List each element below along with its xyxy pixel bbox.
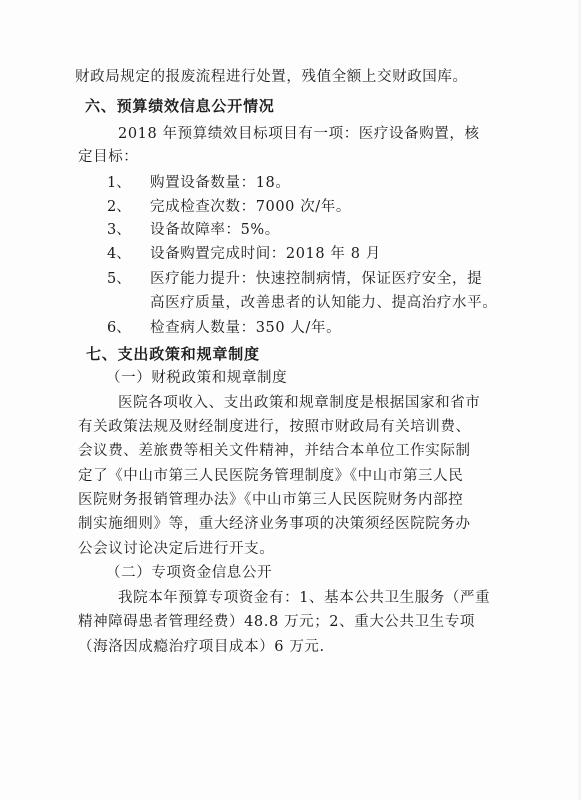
list-item-number: 3、 — [107, 222, 131, 238]
section-heading-6: 六、预算绩效信息公开情况 — [85, 97, 275, 115]
list-item-number: 6、 — [107, 320, 131, 336]
section6-intro-line-2: 定目标： — [78, 149, 139, 165]
paragraph-line: 公会议讨论决定后进行开支。 — [78, 541, 275, 557]
list-item-number: 1、 — [107, 175, 131, 191]
paragraph-line: （海洛因成瘾治疗项目成本）6 万元. — [78, 639, 325, 655]
list-item-number: 2、 — [107, 199, 131, 215]
list-item-text: 完成检查次数：7000 次/年。 — [150, 199, 351, 215]
list-item-text: 检查病人数量：350 人/年。 — [150, 320, 342, 336]
section-heading-7: 七、支出政策和规章制度 — [86, 345, 260, 363]
list-item-text: 设备故障率：5%。 — [150, 222, 280, 238]
paragraph-line: 精神障碍患者管理经费）48.8 万元；2、重大公共卫生专项 — [78, 614, 476, 630]
subsection-title-2: （二）专项资金信息公开 — [106, 565, 273, 581]
list-item-number: 4、 — [107, 246, 131, 262]
subsection-title-1: （一）财税政策和规章制度 — [106, 370, 288, 386]
paragraph-line: 定了《中山市第三人民医院务管理制度》《中山市第三人民 — [78, 468, 464, 484]
list-item-number: 5、 — [107, 271, 131, 287]
list-item-text: 设备购置完成时间：2018 年 8 月 — [150, 246, 381, 262]
paragraph-line: 制实施细则》等，重大经济业务事项的决策须经医院院务办 — [78, 516, 471, 532]
paragraph-line: 有关政策法规及财经制度进行，按照市财政局有关培训费、 — [78, 419, 471, 435]
list-item-text: 购置设备数量：18。 — [150, 175, 291, 191]
paragraph-line: 我院本年预算专项资金有：1、基本公共卫生服务（严重 — [118, 590, 491, 606]
list-item-text-continuation: 高医疗质量，改善患者的认知能力、提高治疗水平。 — [150, 295, 498, 311]
page-edge-shadow — [577, 0, 581, 800]
paragraph-line: 医院各项收入、支出政策和规章制度是根据国家和省市 — [118, 395, 481, 411]
paragraph-line: 财政局规定的报废流程进行处置，残值全额上交财政国库。 — [75, 69, 468, 85]
list-item-text: 医疗能力提升：快速控制病情，保证医疗安全，提 — [150, 271, 483, 287]
paragraph-line: 医院财务报销管理办法》《中山市第三人民医院财务内部控 — [78, 492, 464, 508]
paragraph-line: 会议费、差旅费等相关文件精神，并结合本单位工作实际制 — [78, 443, 471, 459]
section6-intro-line-1: 2018 年预算绩效目标项目有一项：医疗设备购置，核 — [118, 126, 480, 142]
